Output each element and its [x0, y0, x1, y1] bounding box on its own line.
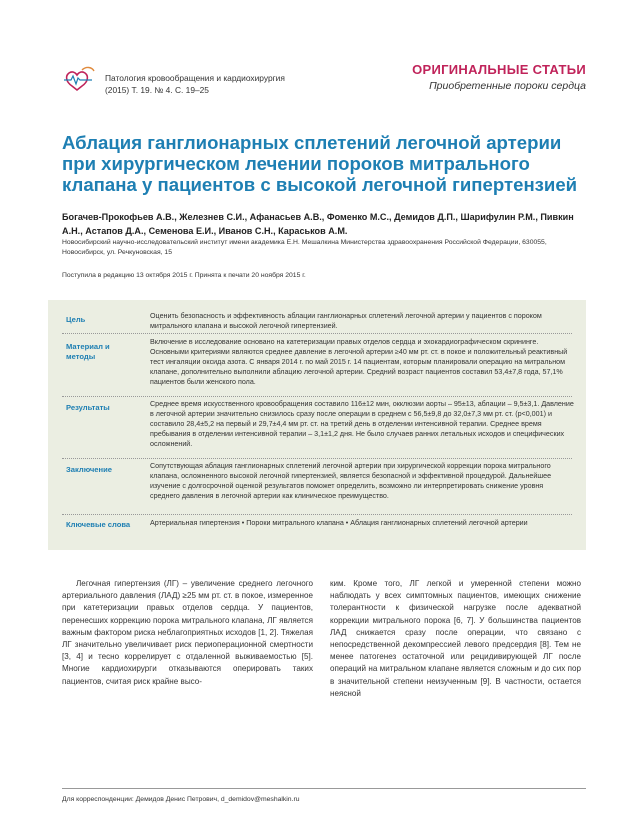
- abstract-label: Результаты: [66, 403, 110, 412]
- article-received: Поступила в редакцию 13 октября 2015 г. Принята к печати 20 ноября 2015 г.: [62, 272, 306, 279]
- abstract-box: [48, 300, 586, 550]
- abstract-text: Артериальная гипертензия • Пороки митрального клапана • Аблация ганглионарных сплетений легочной артерии: [150, 519, 528, 527]
- abstract-text: Оценить безопасность и эффективность аблации ганглионарных сплетений легочной артерии у пациентов с пороком митрального клапана и высокой легочной гипертензией.: [150, 312, 542, 330]
- abstract-label: Материал и методы: [66, 342, 110, 361]
- divider: [62, 514, 572, 515]
- article-affiliation: Новосибирский научно-исследовательский институт имени академика Е.Н. Мешалкина Министерства здравоохранения Российской Федерации, 630055, Новосибирск, ул. Речкуновская, 15: [62, 239, 547, 256]
- abstract-text: Среднее время искусственного кровообращения составило 116±12 мин, окклюзии аорты – 95±13, аблации – 9,5±3,1. Давление в легочной артерии значительно снизилось сразу после операции в среднем с 56,5±9,8 до 32,0±7,3 мм рт. ст. (p<0,001) и составило 28,4±5,2 на первый и 29,7±4,4 мм рт. ст. на третий день в отделении интенсивной терапии. Среднее время пребывания в отделении интенсивной терапии – 3,1±1,2 дня. Не было случаев ранних летальных исходов и специфических осложнений.: [150, 400, 574, 448]
- abstract-label: Цель: [66, 315, 86, 324]
- abstract-label: Ключевые слова: [66, 520, 131, 529]
- divider: [62, 333, 572, 334]
- body-column-right: ким. Кроме того, ЛГ легкой и умеренной степени можно наблюдать у всех симптомных пациентов, имеющих снижение толерантности к физической нагрузке после адекватной коррекции митрального порока [6, 7]. У большинства пациентов ЛАД снижается сразу после операции, что связано с непосредственной декомпрессией левого предсердия [8]. Тем не менее патогенез остаточной или рецидивирующей ЛГ после операций на митральном клапане является сложным и до сих пор в значительной степени неизученным [9]. В частности, остается неясной: [330, 579, 581, 698]
- section-title: ОРИГИНАЛЬНЫЕ СТАТЬИ: [412, 62, 586, 77]
- section-subtitle: Приобретенные пороки сердца: [429, 80, 586, 92]
- correspondence: Для корреспонденции: Демидов Денис Петрович, d_demidov@meshalkin.ru: [62, 796, 300, 803]
- abstract-text: Включение в исследование основано на катетеризации правых отделов сердца и эхокардиографическом скрининге. Основными критериями являются среднее давление в легочной артерии ≥40 мм рт. ст. в покое и положительный реактивный тест ингаляции оксида азота. С января 2014 г. по май 2015 г. 14 пациентам, которым планировали операцию на митральном клапане, дополнительно выполнили аблацию легочной артерии. Средний возраст пациентов составил 53,4±7,8 года, 57,1% пациентов были женского пола.: [150, 338, 568, 386]
- article-authors: Богачев-Прокофьев А.В., Железнев С.И., Афанасьев А.В., Фоменко М.С., Демидов Д.П., Шарифулин Р.М., Пивкин А.Н., Астапов Д.А., Семенова Е.И., Иванов С.Н., Караськов А.М.: [62, 212, 574, 236]
- divider: [62, 396, 572, 397]
- article-title: Аблация ганглионарных сплетений легочной артерии при хирургическом лечении пороков митрального клапана у пациентов с высокой легочной гипертензией: [62, 132, 578, 195]
- divider: [62, 458, 572, 459]
- journal-name: Патология кровообращения и кардиохирургия: [105, 73, 285, 83]
- heart-logo-icon: [62, 64, 100, 98]
- abstract-text: Сопутствующая аблация ганглионарных сплетений легочной артерии при хирургической коррекции порока митрального клапана, осложненного высокой легочной гипертензией, является безопасной и эффективной процедурой. Дальнейшее изучение с долгосрочной оценкой результатов поможет определить, возможно ли интерпретировать снижение уровня среднего давления в легочной артерии как клиническое преимущество.: [150, 462, 552, 500]
- journal-issue: (2015) Т. 19. № 4. С. 19–25: [105, 85, 209, 95]
- body-column-left: Легочная гипертензия (ЛГ) – увеличение среднего легочного артериального давления (ЛАД) ≥25 мм рт. ст. в покое, измеренное при катетеризации правых отделов сердца. У пациентов, перенесших коррекцию порока митрального клапана, ЛГ является важным фактором риска неблагоприятных исходов [1, 2]. Тяжелая ЛГ значительно увеличивает риск периоперационной смертности [3, 4] и тесно коррелирует с отдаленной выживаемостью [5]. Многие кардиохирурги отказываются оперировать таких пациентов, считая риск крайне высо-: [62, 579, 313, 686]
- footer-divider: [62, 788, 586, 789]
- journal-info: [105, 72, 285, 96]
- abstract-label: Заключение: [66, 465, 113, 474]
